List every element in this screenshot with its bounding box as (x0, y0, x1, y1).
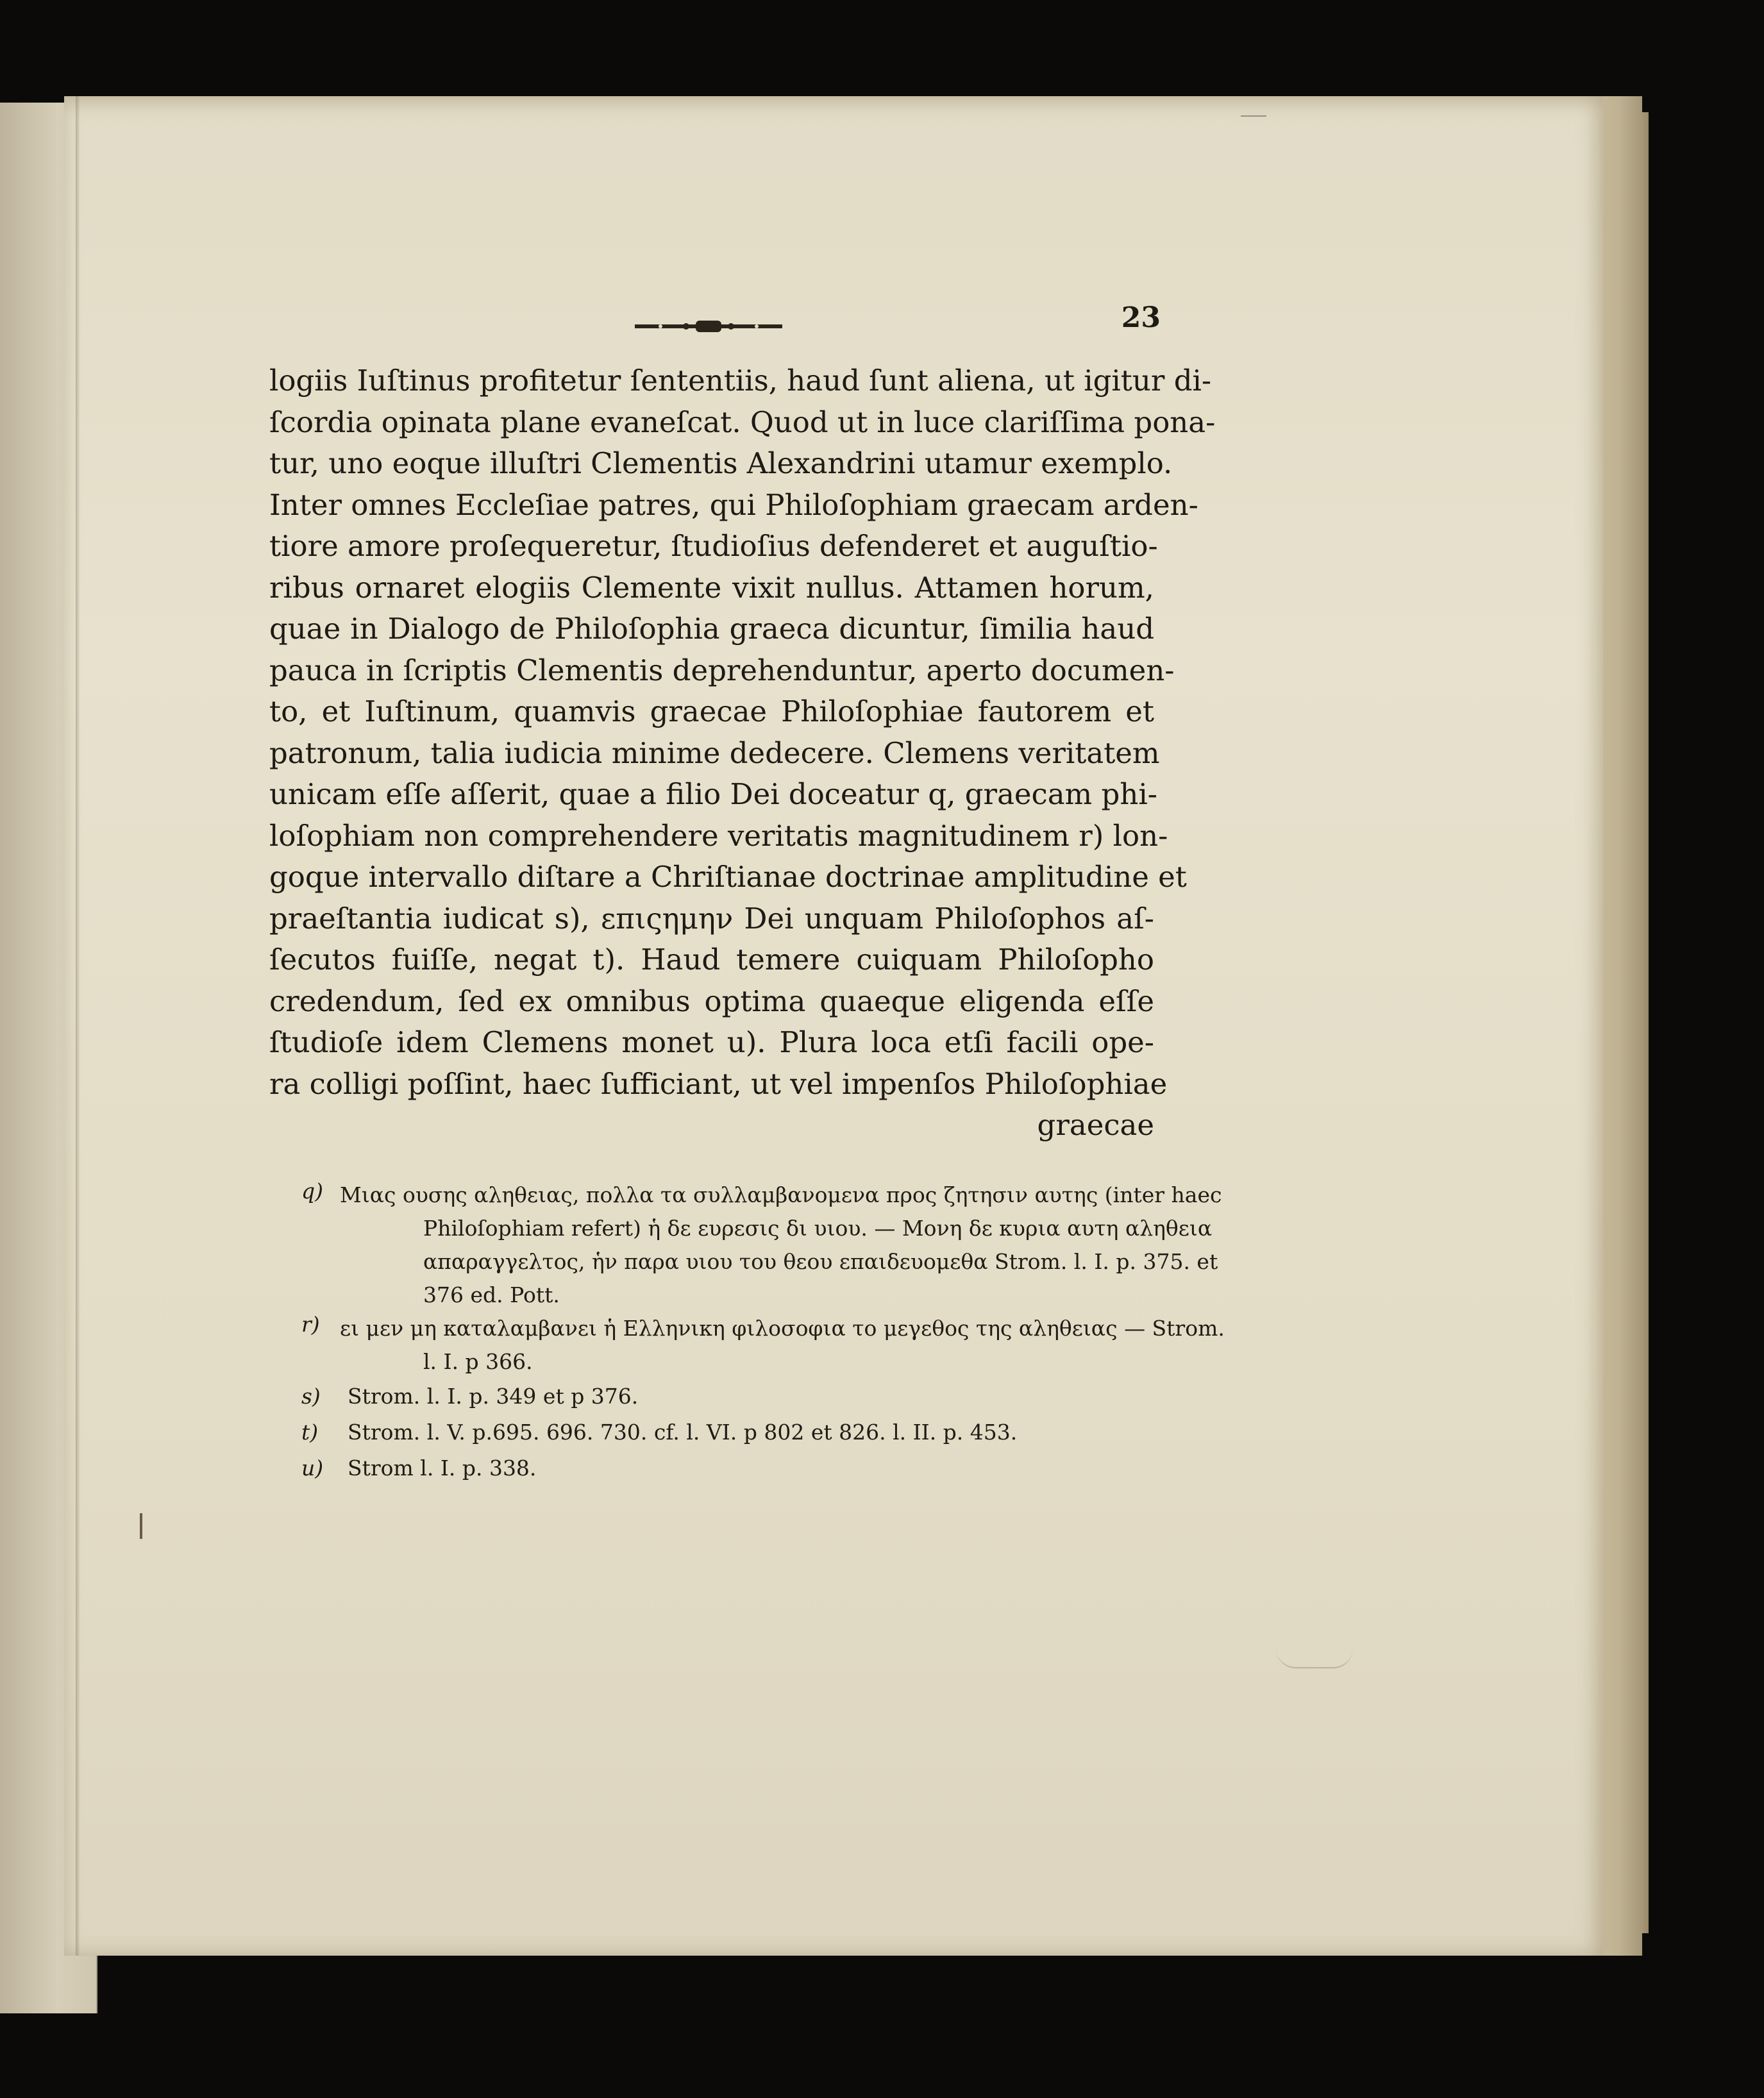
text-line: graecae (1037, 1108, 1154, 1142)
pencil-tick (1241, 115, 1266, 117)
footnote-text: Strom. l. V. p.695. 696. 730. cf. l. VI. p 802 et 826. l. II. p. 453. (348, 1420, 1018, 1445)
text-line: loſophiam non comprehendere veritatis magnitudinem r) lon- (269, 818, 1168, 853)
footnote-line: 376 ed. Pott. (423, 1282, 560, 1307)
footnote-line: l. I. p 366. (423, 1349, 533, 1374)
footnote-text: Strom. l. I. p. 349 et p 376. (348, 1384, 639, 1409)
footnote-mark: t) (301, 1420, 319, 1445)
text-line: quae in Dialogo de Philoſophia graeca dicuntur, ſimilia haud (269, 612, 1154, 646)
pencil-mark (1276, 1629, 1353, 1668)
text-line: to, et Iuſtinum, quamvis graecae Philoſophiae fautorem et (269, 694, 1154, 728)
footnote (301, 1312, 1225, 1379)
headpiece-ornament (635, 319, 782, 333)
text-line: praeſtantia iudicat s), επιςημην Dei unquam Philoſophos aſ- (269, 901, 1154, 936)
footnote (301, 1379, 1161, 1414)
footnote (301, 1179, 1222, 1312)
text-line: ribus ornaret elogiis Clemente vixit nullus. Attamen horum, (269, 570, 1154, 605)
footnote-mark: q) (301, 1179, 323, 1204)
footnote-line: απαραγγελτος, ἡν παρα υιου του θεου επαιδευομεθα Strom. l. I. p. 375. et (423, 1249, 1218, 1274)
footnote-text: Strom l. I. p. 338. (348, 1456, 537, 1481)
footnote (301, 1414, 1161, 1450)
text-line: ra colligi poſſint, haec ſufficiant, ut vel impenſos Philoſophiae (269, 1066, 1168, 1101)
footnote-line: Μιας ουσης αληθειας, πολλα τα συλλαμβανομενα προς ζητησιν αυτης (inter haec (340, 1182, 1222, 1207)
footnote-mark: u) (301, 1456, 324, 1481)
text-line: tiore amore proſequeretur, ſtudioſius defenderet et auguſtio- (269, 529, 1158, 563)
footnote-mark: r) (301, 1312, 320, 1337)
page-number: 23 (1121, 301, 1161, 334)
footnote-mark: s) (301, 1384, 321, 1409)
footnote-line: ει μεν μη καταλαμβανει ἡ Ελληνικη φιλοσοφια το μεγεθος της αληθειας — Strom. (340, 1316, 1225, 1341)
text-line: logiis Iuſtinus profitetur ſententiis, haud ſunt aliena, ut igitur di- (269, 364, 1212, 398)
text-line: pauca in ſcriptis Clementis deprehenduntur, aperto documen- (269, 653, 1175, 687)
page-fold (76, 96, 80, 1956)
text-line: ſcordia opinata plane evaneſcat. Quod ut in luce clariſſima pona- (269, 405, 1216, 439)
footnote (301, 1450, 1161, 1486)
text-line: tur, uno eoque illuſtri Clementis Alexandrini utamur exemplo. (269, 446, 1173, 480)
text-line: ſecutos fuiſſe, negat t). Haud temere cuiquam Philoſopho (269, 943, 1154, 977)
text-line: Inter omnes Eccleſiae patres, qui Philoſophiam graecam arden- (269, 487, 1198, 522)
gutter-mark (140, 1513, 142, 1539)
text-line: goque intervallo diſtare a Chriſtianae doctrinae amplitudine et (269, 860, 1187, 894)
body-text (269, 360, 1216, 1146)
text-line: ſtudioſe idem Clemens monet u). Plura loca etſi facili ope- (269, 1025, 1154, 1059)
text-line: patronum, talia iudicia minime dedecere. Clemens veritatem (269, 735, 1160, 770)
text-line: unicam eſſe aſſerit, quae a filio Dei doceatur q, graecam phi- (269, 777, 1157, 811)
footnotes (301, 1179, 1225, 1486)
footnote-line: Philoſophiam refert) ἡ δε ευρεσις δι υιου. — Μονη δε κυρια αυτη αληθεια (423, 1216, 1213, 1241)
text-line: credendum, ſed ex omnibus optima quaeque eligenda eſſe (269, 984, 1154, 1018)
